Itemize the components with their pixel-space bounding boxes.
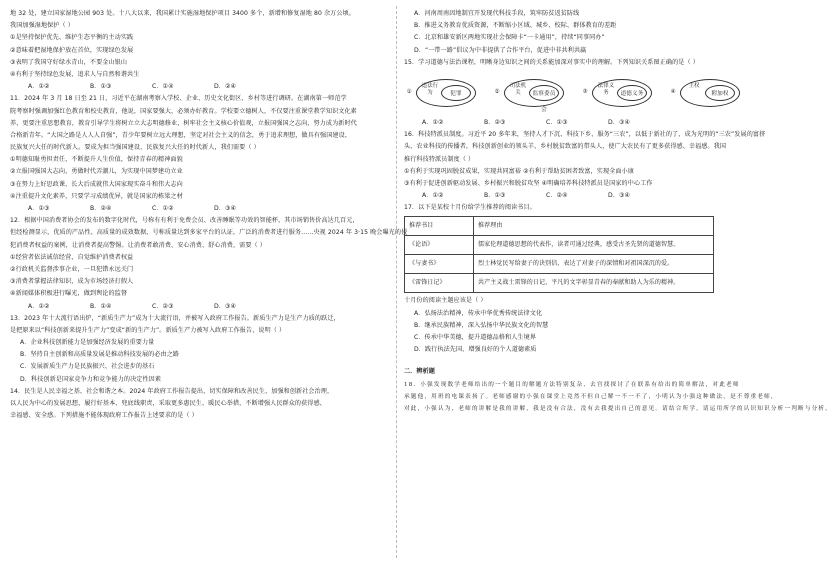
option-d: D．③④ [214,302,237,310]
q16-options [404,190,784,202]
q13-text: 13．2023 年十大流行语出炉，“新质生产力”成为十大流行语，并被写入政府工作报告。新质生产力是生产力质的跃迁， [10,314,340,322]
q11-item: ④注重提升文化素养，只要学习成绩优异，就是国家的栋梁之材 [10,192,183,200]
q16-text: 16．科技特派员制度。习近平 20 多年来，坚持人才下沉、科技下乡、服务“三农”，以低于新社的了，成为光明的“三农”发展的富挤 [404,131,766,139]
q12-item: ①经营者依法诚信经营，自觉维护消费者权益 [10,253,134,261]
option-b: B．②④ [90,205,112,212]
q10-intro-line: 我国加强湿地保护（ ） [10,22,74,30]
table-cell: 《论语》 [405,236,474,255]
table-row [405,274,714,293]
option-a: A．①② [28,83,50,91]
q11-item: ②立报国强国大志向，勇做时代弄潮儿，为实现中国梦建功立业 [10,168,183,176]
option-b: B．②③ [484,118,506,126]
option-a: A．①② [422,192,444,200]
q10-intro-line: 地 32 处，建立国家湿地公园 903 处。十八大以来，我国累计实施湿地保护项目 3400 多个，新增和修复湿地 80 余万公顷。 [10,10,355,17]
q14-option-d: D．“一带一路”倡议为中非提供了合作平台，促进中非共利共赢 [414,46,587,54]
q14-text: 14．民生是人民幸福之基、社会和谐之本。2024 年政府工作报告提出，切实保障和改善民生，加强和创新社会治理， [10,387,334,395]
q15-diagram-1 [404,79,476,107]
table-header: 推荐理由 [474,217,714,236]
q17-question: 十月份的阅读主题应该是（ ） [404,297,487,305]
option-d: D．③④ [608,118,631,126]
q16-text: 头、农业科技的传播者，科技创新创业的领头羊、乡村脱贫致富的带头人，使广大农民有了更多获得感、幸福感。我国 [404,143,727,151]
right-column [404,8,832,558]
q17-option-b: B．继承民族精神，深入弘扬中华民族文化的智慧 [414,321,549,329]
q10-item: ③表明了我国守好绿水青山，不要金山银山 [10,58,128,66]
table-row [405,236,714,255]
q14-option-b: B．推进义务教育优质资源，不断缩小区域、城乡、校际、群体教育的差距 [414,22,617,30]
option-b: B．①③ [484,192,506,200]
inner-ellipse: 道德义务 [617,85,647,101]
outer-ellipse [680,79,740,107]
outer-text: 司法机关 [509,82,527,96]
q16-item: ①有利于实现巩固脱贫成果，实现共同富裕 ②有利于帮助贫困者致富，实现全面小康 [404,167,634,175]
q13-option-a: A．企业科技创新能力是加强经济发展的重要力量 [20,339,155,347]
q14-text: 幸福感、安全感。下列措施不能体现政府工作报告上述要求的是（ ） [10,412,198,420]
outer-text: 违法行为 [421,82,439,96]
outer-text: 主权 [688,82,700,89]
spacer [404,356,784,362]
q16-text: 推行科技特派员制度（ ） [404,155,475,163]
option-c: C．②③ [152,302,174,310]
q12-item: ③消费者掌握法律知识，成为市场经济打假人 [10,278,134,286]
q11-item: ③在努力上好思政课，长大后成就伟大国家现实奋斗和伟大志向 [10,180,183,188]
q15-text: 15．学习道德与法治课程，明晰身边知识之间的关系能加深对事实中的理解。下列知识关系图正确的是（ ） [404,58,699,66]
q17-option-a: A．弘扬法治精神，传承中华优秀传统法律文化 [414,309,543,317]
q10-options [10,81,390,93]
q15-diagram-3 [580,79,652,107]
q16-item: ③有利于促进创新驱动发展、乡村振兴和脱贫攻坚 ④明确培养科技特派员是国家的中心工作 [404,179,653,187]
outer-text: 法律义务 [597,82,615,96]
option-a: A．①② [422,118,444,126]
q14-option-a: A．河南周南因地制宜开发现代科技手段，筑牢防贫返贫防线 [414,10,580,17]
option-b: B．①③ [90,83,112,91]
table-header: 推荐书目 [405,217,474,236]
section-heading: 二．辨析题 [404,368,435,376]
option-c: C．①④ [152,83,174,91]
diagram-label: ③ [582,89,588,96]
table-cell: 烈士林觉民写给妻子的诀别信，表达了对妻子的深情和对祖国深沉的爱。 [474,255,714,274]
outer-ellipse [504,79,564,113]
q12-options [10,301,390,313]
q11-text: 民族复兴大任的时代新人。要成为担当强国建设、民族复兴大任的时代新人，我们需要（ ） [10,144,260,152]
option-a: A．①② [28,302,50,310]
q10-item: ②意味着把湿地保护放在首位，实现绿色发展 [10,46,134,54]
q12-item: ②行政机关监督涉事企业，一旦犯错永远关门 [10,265,134,273]
diagram-label: ① [406,89,412,96]
table-cell: 《雷锋日记》 [405,274,474,293]
table-cell: 共产主义战士雷锋的日记，平凡的文字彰显青春的奉献和助人为乐的精神。 [474,274,714,293]
q18-text: 承题他，用班的电课表扬了。老师感谢的小强在课堂上竟然不但自己解一不一不了，小明认为小强这种做法，是不尊重老师， [404,393,778,400]
q15-diagram-2 [492,79,564,113]
table-cell: 《与妻书》 [405,255,474,274]
q11-item: ①明德知耻勇担责任，不断提升人生价值，保持青春的精神面貌 [10,156,183,164]
q18-text: 对此，小强认为，老师的讲解是我的讲解，我是没有合法，没有去我提出自己的意见。请结合所学，请运用所学的认识知识分析一判断与分析。 [404,405,832,412]
q13-text: 是把原来以“科技创新来提升生产力”变成“新的生产力”。新质生产力被写入政府工作报告，说明（ ） [10,326,286,334]
q15-diagram-4 [668,79,740,107]
q12-item: ④新闻媒体积极进行曝光，做到舆论的监督 [10,290,128,298]
q14-text: 以人民为中心的发展思想，履行好基本、兜底线职责，采取更多惠民生、暖民心举措，不断增强人民群众的获得感、 [10,400,326,407]
q10-item: ①是坚持保护优先、维护生态平衡的主动实践 [10,34,134,42]
inner-ellipse: 监察委员会 [529,85,559,101]
table-row [405,255,714,274]
outer-ellipse [592,79,652,107]
q13-option-c: C．发展新质生产力是民族振兴、社会进步的基石 [20,363,155,371]
q11-text: 养，更要注重思想教育，教育引导学生将树立立大志明德修业，树牢社会主义核心价值观，立报国强国之志向，努力成为新时代 [10,119,357,127]
q11-options [10,203,390,215]
inner-ellipse: 犯罪 [441,85,471,101]
inner-ellipse: 附加权 [705,85,735,101]
table-cell: 儒家伦理道德思想的代表作，读者可通过经典，感受古圣先贤的道德智慧。 [474,236,714,255]
q11-text: 合格新青年。“大国之路是人人人自强”，青少年要树立远大理想，坚定对社会主义的信念，勇于追求理想，做具有强国建设、 [10,131,351,139]
q13-option-b: B．坚持自主创新和高质量发展是推动科技发展的必由之路 [20,351,180,359]
option-d: D．③④ [214,205,237,212]
q12-text: 但经检测显示，优质的产品性、高质量的成效数据，号称质量达到多家平台的认证，广泛的消费者进行服务……央视 2024 年 3·15 晚会曝光的侵 [10,229,408,237]
q17-option-c: C．传承中华美德，提升道德品格和人生境界 [414,334,537,341]
option-a: A．①③ [28,205,50,212]
q17-reading-table [404,216,714,293]
option-c: C．①③ [546,118,568,126]
q17-option-d: D．践行执法先国，增强良好的个人道德素质 [414,346,537,354]
q15-options [404,117,784,129]
option-c: C．①② [152,205,174,212]
q12-text: 12．根据中国消费者协会的发布的数字化时代，号称有有利于免费会员、改善睡眠等功效的智能杯，其市场销售价高达几百元， [10,217,359,225]
q17-title: 17．以下是某校十月份给学生推荐的阅读书目。 [404,204,536,212]
diagram-label: ② [494,89,500,96]
q18-text: 18．小强发现数学老师给出的一个题目的解题方法特别复杂，去宫找探讨了在联系有给出的简单解法，对此老师 [404,381,740,388]
q12-text: 犯消费者权益的案例，让消费者提高警惕。让消费者敢消费、安心消费、舒心消费，需要（ ） [10,241,266,249]
diagram-label: ④ [670,89,676,96]
table-header-row [405,217,714,236]
column-divider [396,6,397,558]
q11-text: 院考察时强调加强红色教育和校史教育，他说，国家要强大，必须办好教育。学校要立德树人，不仅要注重课堂教学知识文化素 [10,107,357,115]
option-c: C．②④ [546,192,568,200]
option-d: D．②④ [214,83,237,91]
option-b: B．①④ [90,302,112,310]
q13-option-d: D．科技创新是国家竞争力和竞争能力的决定性因素 [20,375,162,383]
q10-item: ④有利于坚持绿色发展，追求人与自然和谐共生 [10,70,140,78]
option-d: D．③④ [608,192,631,200]
q15-diagram-row [404,71,784,115]
q11-text: 11．2024 年 3 月 18 日至 21 日，习近平在湖南考察入学校、企业、历史文化街区、乡村等进行调研。在湖南第一师范学 [10,95,347,103]
left-column [10,8,408,558]
q14-option-c: C．北京和雄安新区两地实现社会保障卡“一卡通用”，持续“同事同办” [414,34,605,42]
outer-ellipse [416,79,476,107]
